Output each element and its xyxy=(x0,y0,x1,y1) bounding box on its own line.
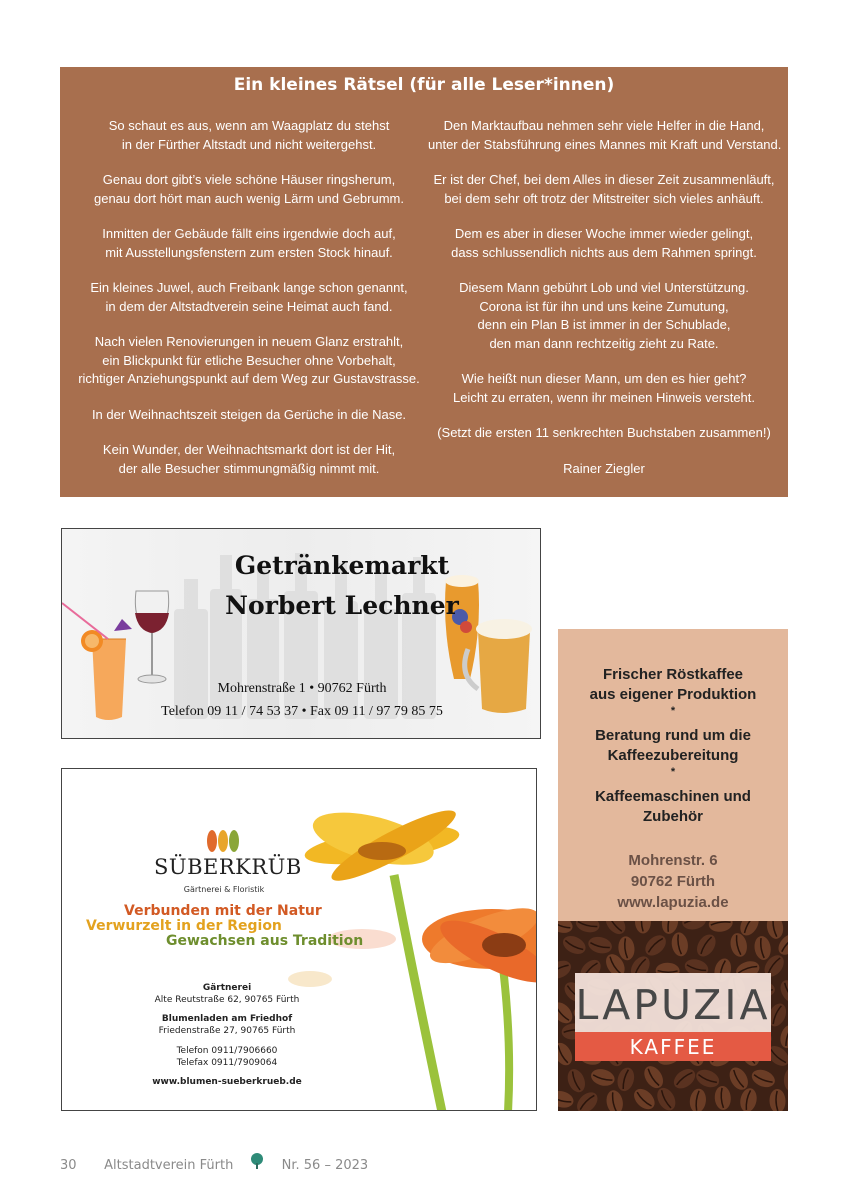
poem-stanza xyxy=(428,424,780,443)
lapuzia-bar xyxy=(575,1032,771,1061)
poem-title: Ein kleines Rätsel (für alle Leser*innen) xyxy=(233,75,615,95)
poem-line: Rainer Ziegler xyxy=(563,460,645,476)
poem-left-column xyxy=(68,117,430,495)
poem-line: in der Fürther Altstadt und nicht weitergehst. xyxy=(121,136,377,152)
poem-line: den man dann rechtzeitig zieht zu Rate. xyxy=(489,335,719,351)
coffee-line4: Kaffeezubereitung xyxy=(607,747,739,764)
nursery-address: Alte Reutstraße 62, 90765 Fürth xyxy=(154,995,300,1005)
poem-line: Er ist der Chef, bei dem Alles in dieser Zeit zusammenläuft, xyxy=(433,172,775,187)
drinks-shop-name-line1: Getränkemarkt xyxy=(234,551,450,580)
poem-stanza xyxy=(68,171,430,208)
lapuzia-brand: LAPUZIA xyxy=(575,981,771,1029)
poem-line: (Setzt die ersten 11 senkrechten Buchstaben zusammen!) xyxy=(437,425,771,440)
poem-stanza xyxy=(428,370,780,407)
poem-line: dass schlussendlich nichts aus dem Rahmen springt. xyxy=(451,244,757,260)
poem-line: richtiger Anziehungspunkt auf dem Weg zur Gustavstrasse. xyxy=(78,371,420,386)
drinks-shop-name-line2: Norbert Lechner xyxy=(225,591,459,620)
riddle-poem-box xyxy=(60,67,788,497)
sueberkrueb-logo-icon xyxy=(205,827,241,855)
poem-line: In der Weihnachtszeit steigen da Gerüche in die Nase. xyxy=(91,406,407,422)
lapuzia-logo xyxy=(575,973,771,1061)
poem-line: in dem der Altstadtverein seine Heimat auch fand. xyxy=(105,298,393,314)
poem-stanza xyxy=(68,225,430,262)
poem-stanza xyxy=(428,225,780,262)
poem-stanza xyxy=(68,117,430,154)
flower-phone-block xyxy=(122,1045,332,1069)
poem-line: mit Ausstellungsfenstern zum ersten Stock hinauf. xyxy=(105,244,393,260)
poem-stanza xyxy=(68,279,430,316)
separator-star: * xyxy=(670,766,676,778)
poem-line: So schaut es aus, wenn am Waagplatz du stehst xyxy=(108,118,390,133)
lapuzia-brand-sub: KAFFEE xyxy=(629,1035,717,1059)
poem-line: unter der Stabsführung eines Mannes mit Kraft und Verstand. xyxy=(428,136,782,152)
poem-line: Genau dort gibt’s viele schöne Häuser ringsherum, xyxy=(102,172,396,187)
nursery-heading: Gärtnerei xyxy=(202,983,252,993)
poem-stanza xyxy=(428,279,780,353)
poem-stanza xyxy=(68,441,430,478)
publisher-name: Altstadtverein Fürth xyxy=(104,1158,234,1173)
ad-sueberkrueb xyxy=(61,768,537,1111)
poem-line: Ein kleines Juwel, auch Freibank lange schon genannt, xyxy=(90,280,408,295)
poem-line: der alle Besucher stimmungmäßig nimmt mit. xyxy=(118,460,380,476)
page-footer xyxy=(60,1153,368,1173)
poem-stanza xyxy=(68,333,430,389)
poem-line: Inmitten der Gebäude fällt eins irgendwie doch auf, xyxy=(102,226,396,241)
shop-address: Friedenstraße 27, 90765 Fürth xyxy=(158,1026,296,1036)
coffee-line2: aus eigener Produktion xyxy=(589,686,757,703)
flower-fax: Telefax 0911/7909064 xyxy=(176,1058,278,1068)
poem-line: bei dem sehr oft trotz der Mitstreiter sich vieles anhäuft. xyxy=(444,190,764,206)
poem-line: denn ein Plan B ist immer in der Schublade, xyxy=(477,317,731,332)
slogan-line1: Verbunden mit der Natur xyxy=(124,903,322,919)
sueberkrueb-logo-text: SÜBERKRÜB xyxy=(154,855,302,879)
wine-glass xyxy=(135,591,169,683)
shop-heading: Blumenladen am Friedhof xyxy=(161,1014,293,1024)
poem-line: Leicht zu erraten, wenn ihr meinen Hinweis versteht. xyxy=(452,389,756,405)
tree-icon xyxy=(250,1153,264,1169)
flower-phone: Telefon 0911/7906660 xyxy=(176,1046,278,1056)
poem-line: Wie heißt nun dieser Mann, um den es hier geht? xyxy=(461,371,747,386)
coffee-line6: Zubehör xyxy=(643,808,703,825)
shop-block xyxy=(122,1013,332,1037)
poem-line: Dem es aber in dieser Woche immer wieder gelingt, xyxy=(454,226,754,241)
drinks-shop-phone: Telefon 09 11 / 74 53 37 • Fax 09 11 / 97 79 85 75 xyxy=(161,704,443,719)
coffee-city: 90762 Fürth xyxy=(630,873,716,890)
sueberkrueb-logo-subtitle: Gärtnerei & Floristik xyxy=(183,885,265,894)
poem-line: Kein Wunder, der Weihnachtsmarkt dort ist der Hit, xyxy=(102,442,396,457)
ad-getraenkemarkt xyxy=(61,528,541,739)
poem-stanza xyxy=(68,406,430,425)
poem-line: Corona ist für ihn und uns keine Zumutung, xyxy=(479,298,729,314)
slogan-line2: Verwurzelt in der Region xyxy=(86,918,282,934)
cocktail-glass xyxy=(62,603,132,720)
coffee-line5: Kaffeemaschinen und xyxy=(595,788,751,805)
poem-line: genau dort hört man auch wenig Lärm und Gebrumm. xyxy=(93,190,404,206)
poem-line: Den Marktaufbau nehmen sehr viele Helfer in die Hand, xyxy=(443,118,765,133)
page-number: 30 xyxy=(60,1158,77,1173)
drinks-shop-address: Mohrenstraße 1 • 90762 Fürth xyxy=(217,681,387,696)
ad-lapuzia xyxy=(558,629,788,1111)
poem-line: ein Blickpunkt für etliche Besucher ohne Vorbehalt, xyxy=(102,352,396,368)
poem-right-column xyxy=(428,117,780,495)
coffee-line3: Beratung rund um die xyxy=(595,727,751,744)
nursery-block xyxy=(122,982,332,1006)
poem-line: Nach vielen Renovierungen in neuem Glanz erstrahlt, xyxy=(94,334,404,349)
poem-line: Diesem Mann gebührt Lob und viel Unterstützung. xyxy=(459,280,749,295)
separator-star: * xyxy=(670,705,676,717)
issue-number: Nr. 56 – 2023 xyxy=(281,1158,369,1173)
flower-website[interactable]: www.blumen-sueberkrueb.de xyxy=(152,1077,302,1087)
coffee-line1: Frischer Röstkaffee xyxy=(602,666,744,683)
slogan-line3: Gewachsen aus Tradition xyxy=(166,933,364,949)
coffee-website[interactable]: www.lapuzia.de xyxy=(617,894,729,911)
poem-stanza xyxy=(428,117,780,154)
poem-stanza xyxy=(428,460,780,479)
coffee-street: Mohrenstr. 6 xyxy=(628,852,718,869)
poem-stanza xyxy=(428,171,780,208)
